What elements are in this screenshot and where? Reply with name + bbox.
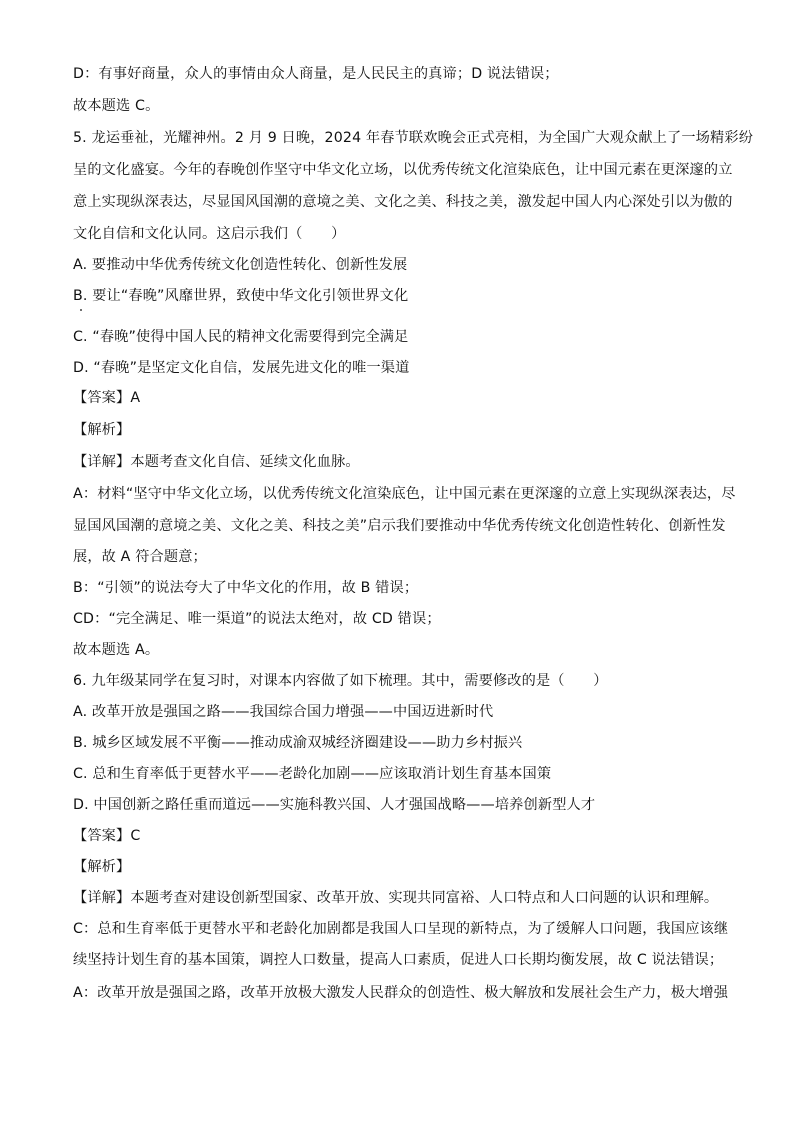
option-b: B. 要让“春晚”风靡世界，致使中华文化引领世界文化: [73, 288, 409, 304]
explanation-line: A：材料“坚守中华文化立场，以优秀传统文化渲染底色，让中国元素在更深邃的立意上实现纵深表达，尽: [73, 486, 736, 502]
answer-label: 【答案】A: [73, 390, 141, 406]
explanation-line: CD：“完全满足、唯一渠道”的说法太绝对，故 CD 错误；: [73, 611, 441, 627]
option-d: D. “春晚”是坚定文化自信，发展先进文化的唯一渠道: [73, 360, 410, 376]
option-b: B. 城乡区域发展不平衡——推动成渝双城经济圈建设——助力乡村振兴: [73, 735, 523, 751]
analysis-label: 【解析】: [73, 859, 131, 875]
explanation-line: 【详解】本题考查对建设创新型国家、改革开放、实现共同富裕、人口特点和人口问题的认识和理解。: [73, 890, 719, 906]
text-line: D：有事好商量，众人的事情由众人商量，是人民民主的真谛；D 说法错误；: [73, 66, 559, 82]
explanation-line: 显国风国潮的意境之美、文化之美、科技之美”启示我们要推动中华优秀传统文化创造性转化、创新性发: [73, 518, 726, 534]
explanation-line: 【详解】本题考查文化自信、延续文化血脉。: [73, 454, 360, 470]
question-stem-line: 意上实现纵深表达，尽显国风国潮的意境之美、文化之美、科技之美，激发起中国人内心深处引以为傲的: [73, 194, 733, 210]
option-c: C. 总和生育率低于更替水平——老龄化加剧——应该取消计划生育基本国策: [73, 766, 552, 782]
explanation-line: 故本题选 A。: [73, 642, 160, 658]
option-d: D. 中国创新之路任重而道远——实施科教兴国、人才强国战略——培养创新型人才: [73, 797, 596, 813]
question-stem-line: 6. 九年级某同学在复习时，对课本内容做了如下梳理。其中，需要修改的是（ ）: [73, 673, 608, 689]
question-stem-line: 5. 龙运垂祉，光耀神州。2 月 9 日晚，2024 年春节联欢晚会正式亮相，为全国广大观众献上了一场精彩纷: [73, 130, 754, 146]
option-c: C. “春晚”使得中国人民的精神文化需要得到完全满足: [73, 329, 409, 345]
stray-dot: [80, 309, 82, 311]
explanation-line: 展，故 A 符合题意；: [73, 549, 207, 565]
explanation-line: A：改革开放是强国之路，改革开放极大激发人民群众的创造性、极大解放和发展社会生产力，极大增强: [73, 985, 729, 1001]
option-a: A. 改革开放是强国之路——我国综合国力增强——中国迈进新时代: [73, 704, 494, 720]
analysis-label: 【解析】: [73, 422, 131, 438]
explanation-line: 续坚持计划生育的基本国策，调控人口数量，提高人口素质，促进人口长期均衡发展，故 C 说法错误；: [73, 952, 724, 968]
question-stem-line: 文化自信和文化认同。这启示我们（ ）: [73, 226, 346, 242]
explanation-line: C：总和生育率低于更替水平和老龄化加剧都是我国人口呈现的新特点，为了缓解人口问题，我国应该继: [73, 921, 729, 937]
option-a: A. 要推动中华优秀传统文化创造性转化、创新性发展: [73, 257, 408, 273]
question-stem-line: 呈的文化盛宴。今年的春晚创作坚守中华文化立场，以优秀传统文化渲染底色，让中国元素在更深邃的立: [73, 162, 733, 178]
answer-label: 【答案】C: [73, 828, 141, 844]
text-line: 故本题选 C。: [73, 98, 160, 114]
explanation-line: B：“引领”的说法夸大了中华文化的作用，故 B 错误；: [73, 580, 419, 596]
